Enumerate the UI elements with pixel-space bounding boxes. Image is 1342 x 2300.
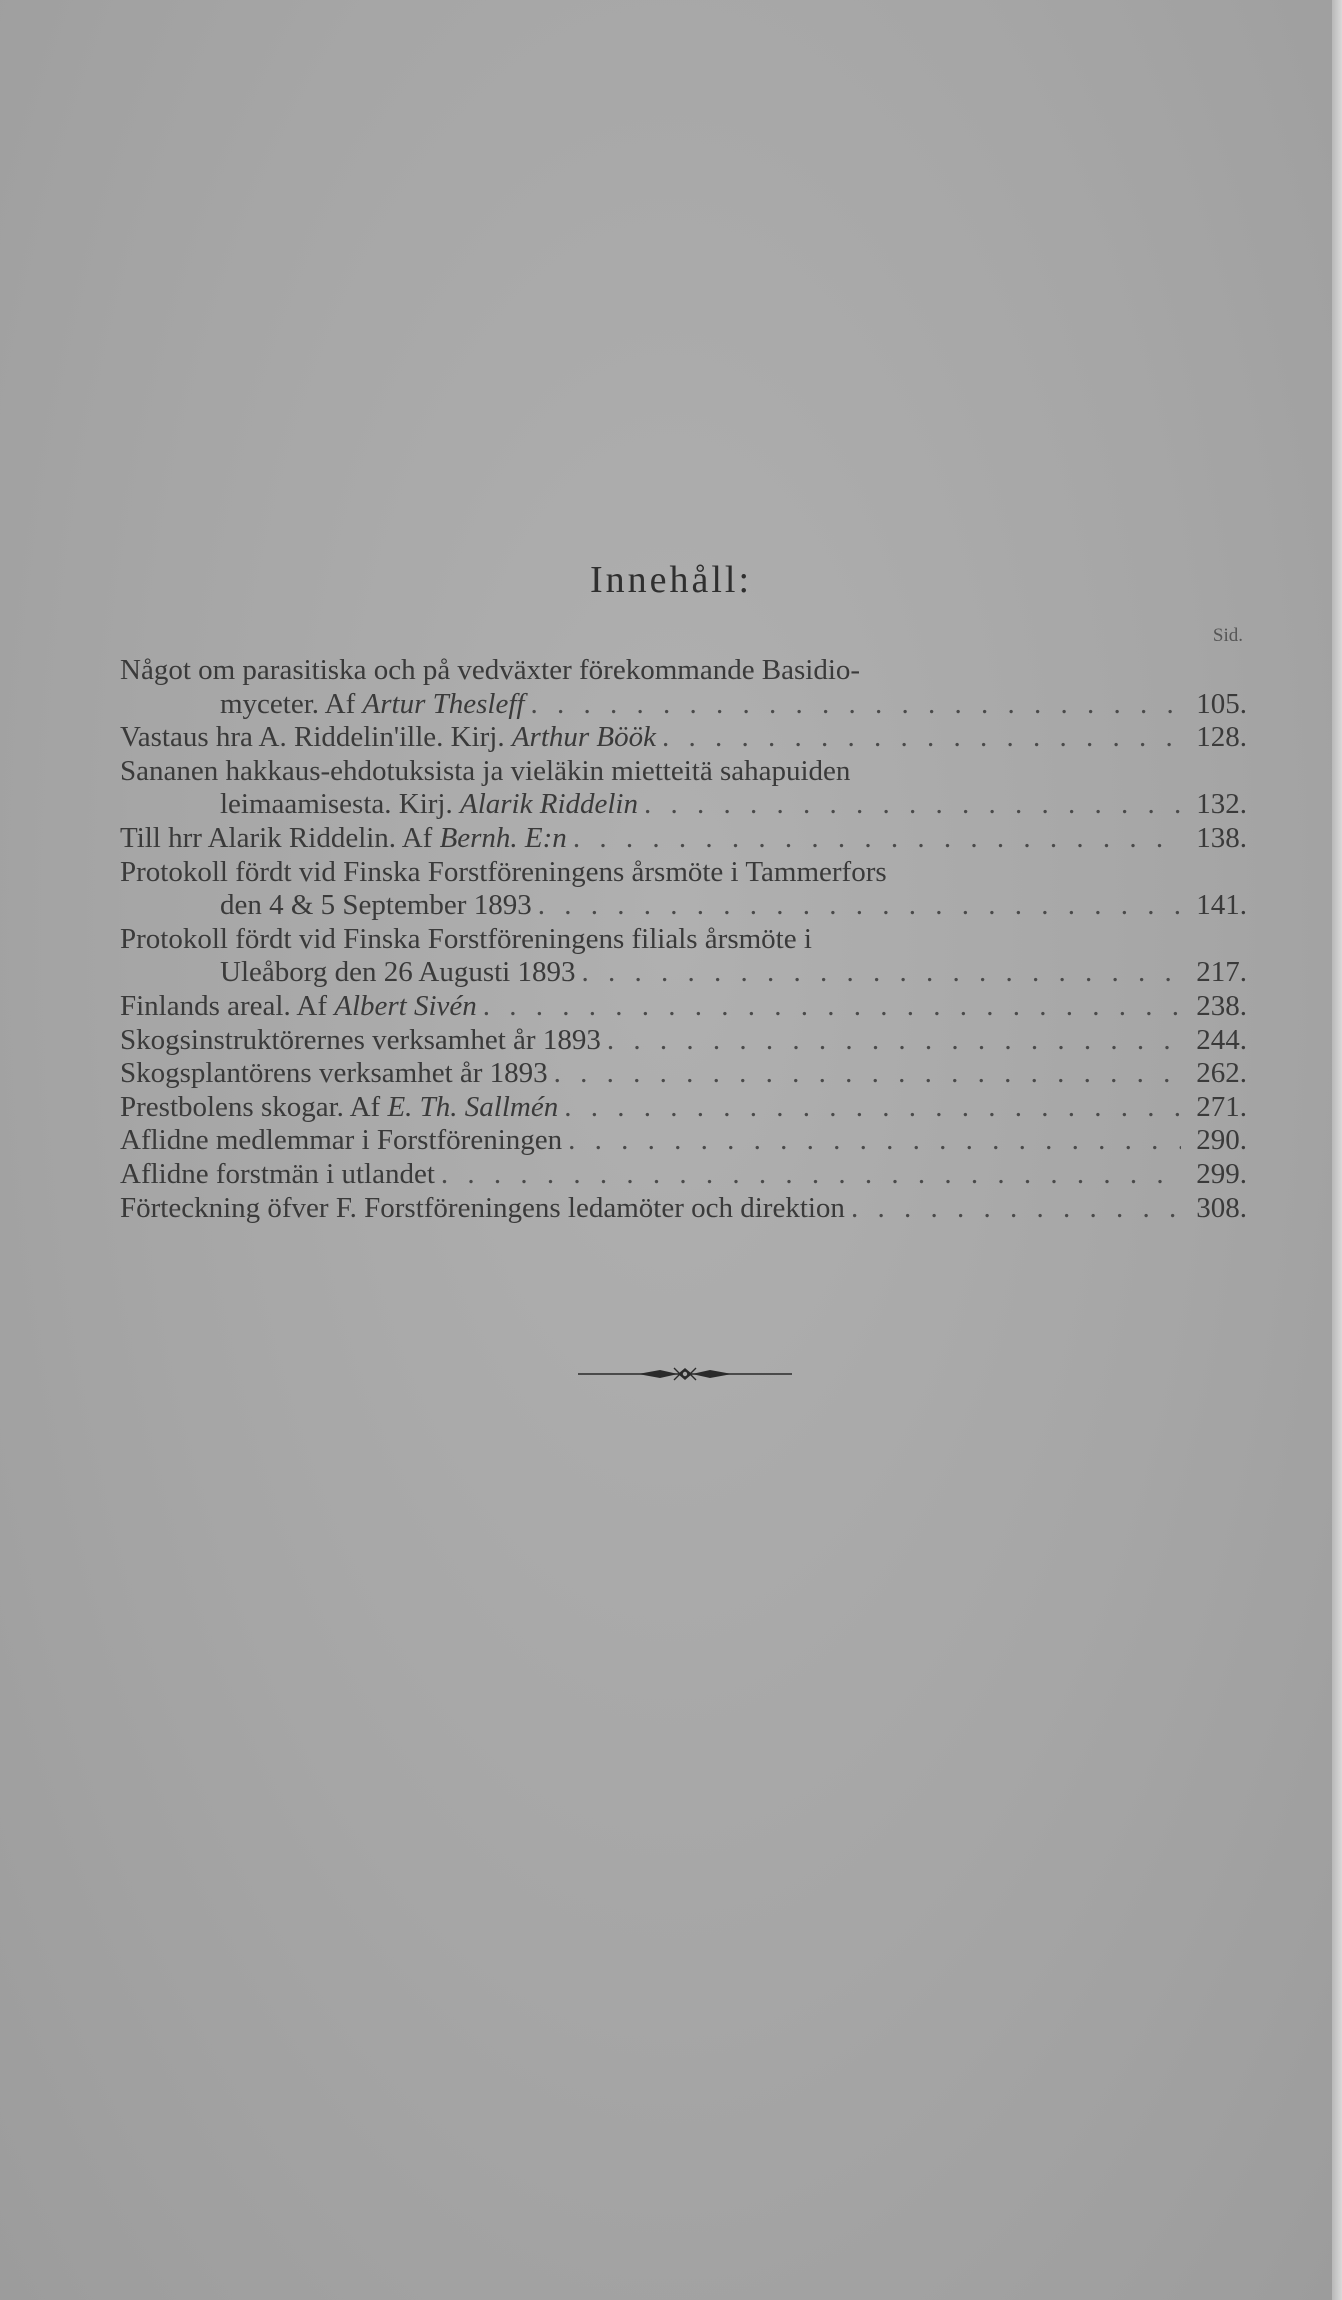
toc-entry-text: Sananen hakkaus-ehdotuksista ja vieläkin mietteitä sahapuiden xyxy=(120,754,851,787)
toc-entry-title xyxy=(120,856,887,890)
dot-leader xyxy=(567,822,1181,856)
toc-entry-title xyxy=(120,923,812,957)
toc-entry-page-number: 244. xyxy=(1196,1023,1247,1056)
toc-entry-title xyxy=(120,1192,845,1226)
toc-entry-text: Protokoll fördt vid Finska Forstföreningens årsmöte i Tammerfors xyxy=(120,855,887,888)
toc-entry-page-number: 290. xyxy=(1196,1124,1247,1157)
toc-entry-line xyxy=(120,1192,1247,1226)
toc-entry-page-number: 132. xyxy=(1196,788,1247,821)
toc-entry-title xyxy=(120,1024,601,1058)
toc-entry-page-number: 141. xyxy=(1196,889,1247,922)
toc-entry-text: Till hrr Alarik Riddelin. Af xyxy=(120,821,440,854)
toc-entry xyxy=(120,923,1247,990)
dot-leader xyxy=(558,1091,1181,1125)
toc-entry xyxy=(120,1124,1247,1158)
toc-entry-line xyxy=(120,788,1247,822)
dot-leader xyxy=(562,1124,1181,1158)
toc-entry-line xyxy=(120,956,1247,990)
dot-leader xyxy=(435,1158,1181,1192)
toc-entry xyxy=(120,990,1247,1024)
toc-entry-text: Prestbolens skogar. Af xyxy=(120,1090,388,1123)
toc-entry-title xyxy=(120,1057,548,1091)
toc-entry-text: Förteckning öfver F. Forstföreningens ledamöter och direktion xyxy=(120,1191,845,1224)
dot-leader xyxy=(656,721,1181,755)
toc-entry-text: den 4 & 5 September 1893 xyxy=(220,889,532,922)
toc-entry-title xyxy=(220,956,576,990)
toc-entry-page-number: 271. xyxy=(1196,1090,1247,1123)
toc-entry-line xyxy=(120,923,1247,957)
toc-entry-page-number: 238. xyxy=(1196,989,1247,1022)
toc-entry-page-number: 299. xyxy=(1196,1157,1247,1190)
toc-entry-line xyxy=(120,1124,1247,1158)
toc-entry-line xyxy=(120,688,1247,722)
toc-entry-page-number: 105. xyxy=(1196,687,1247,720)
toc-entry-author: Bernh. E:n xyxy=(439,821,567,854)
toc-entry-line xyxy=(120,1158,1247,1192)
dot-leader xyxy=(477,990,1181,1024)
page-edge xyxy=(1332,0,1342,2300)
toc-entry-title xyxy=(220,688,524,722)
toc-entry-page-number: 308. xyxy=(1196,1191,1247,1224)
toc-entry-line xyxy=(120,1057,1247,1091)
ornament-divider xyxy=(578,1364,792,1384)
toc-entry xyxy=(120,1057,1247,1091)
toc-entry-line xyxy=(120,990,1247,1024)
toc-entry-line xyxy=(120,889,1247,923)
toc-entry xyxy=(120,1091,1247,1125)
dot-leader xyxy=(548,1057,1181,1091)
toc-heading: Innehåll: xyxy=(589,559,753,601)
toc-entry xyxy=(120,1024,1247,1058)
toc-entry-author: Alarik Riddelin xyxy=(460,788,638,821)
toc-entry-text: leimaamisesta. Kirj. xyxy=(220,788,460,821)
toc-entry xyxy=(120,755,1247,822)
dot-leader xyxy=(638,788,1181,822)
toc-entry xyxy=(120,822,1247,856)
toc-entry-line xyxy=(120,1024,1247,1058)
toc-entry-line xyxy=(120,822,1247,856)
toc-entry-text: Skogsinstruktörernes verksamhet år 1893 xyxy=(120,1023,601,1056)
toc-entry-author: E. Th. Sallmén xyxy=(387,1090,559,1123)
toc-entry-line xyxy=(120,654,1247,688)
toc-entry-line xyxy=(120,856,1247,890)
toc-entry-text: Finlands areal. Af xyxy=(120,989,335,1022)
table-of-contents xyxy=(120,654,1247,1225)
toc-entry-page-number: 262. xyxy=(1196,1057,1247,1090)
toc-entry-text: Uleåborg den 26 Augusti 1893 xyxy=(220,956,576,989)
toc-entry-text: Aflidne medlemmar i Forstföreningen xyxy=(120,1124,563,1157)
page-column-label: Sid. xyxy=(1212,625,1243,646)
dot-leader xyxy=(576,956,1182,990)
toc-entry xyxy=(120,856,1247,923)
toc-entry-page-number: 128. xyxy=(1196,721,1247,754)
toc-entry-line xyxy=(120,1091,1247,1125)
toc-entry-title xyxy=(120,721,656,755)
toc-entry-title xyxy=(120,990,477,1024)
toc-entry-page-number: 138. xyxy=(1196,821,1247,854)
dot-leader xyxy=(532,889,1181,923)
dot-leader xyxy=(524,688,1181,722)
toc-entry-title xyxy=(120,1158,435,1192)
toc-entry-title xyxy=(220,889,532,923)
toc-entry-author: Albert Sivén xyxy=(334,989,477,1022)
toc-entry-text: Något om parasitiska och på vedväxter förekommande Basidio- xyxy=(120,654,861,686)
toc-entry-line xyxy=(120,755,1247,789)
toc-entry-line xyxy=(120,721,1247,755)
dot-leader xyxy=(601,1024,1181,1058)
toc-entry-author: Artur Thesleff xyxy=(362,687,525,720)
toc-entry xyxy=(120,1192,1247,1226)
toc-entry-text: myceter. Af xyxy=(220,687,363,720)
toc-entry xyxy=(120,1158,1247,1192)
toc-entry xyxy=(120,654,1247,721)
toc-entry-title xyxy=(220,788,638,822)
toc-entry-title xyxy=(120,1091,558,1125)
toc-entry-title xyxy=(120,755,850,789)
toc-entry-text: Protokoll fördt vid Finska Forstföreningens filials årsmöte i xyxy=(120,922,812,955)
toc-entry-text: Aflidne forstmän i utlandet xyxy=(120,1157,435,1190)
dot-leader xyxy=(845,1192,1181,1226)
toc-entry-page-number: 217. xyxy=(1196,956,1247,989)
toc-entry-author: Arthur Böök xyxy=(511,721,657,754)
toc-entry-text: Skogsplantörens verksamhet år 1893 xyxy=(120,1057,548,1090)
toc-entry-title xyxy=(120,822,567,856)
toc-entry-title xyxy=(120,1124,562,1158)
toc-entry-title xyxy=(120,654,860,688)
toc-entry xyxy=(120,721,1247,755)
toc-entry-text: Vastaus hra A. Riddelin'ille. Kirj. xyxy=(120,721,512,754)
